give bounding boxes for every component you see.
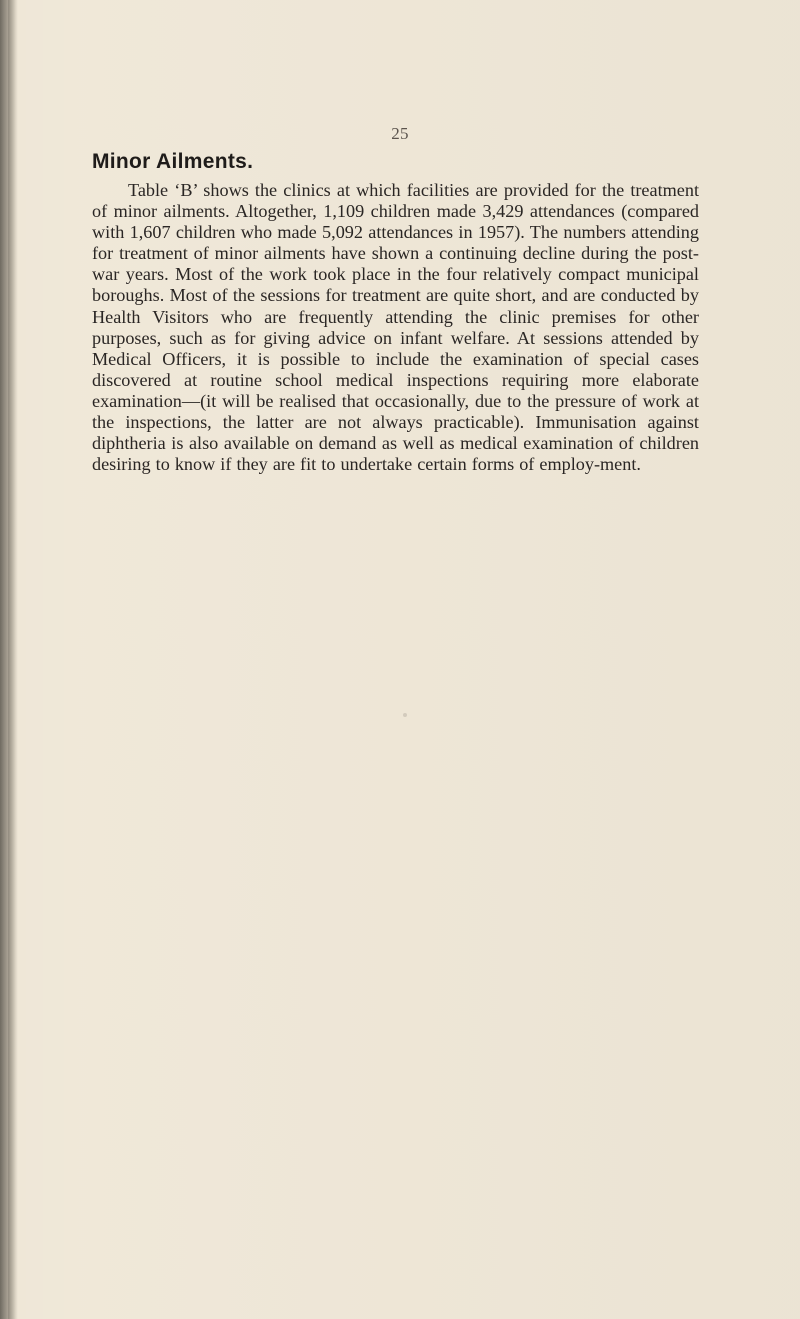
body-paragraph: Table ‘B’ shows the clinics at which facilities are provided for the treatment of minor ailments. Altogether, 1,109 children made 3,429 attendances (compared with 1,607 children who made 5,092 attendances in 1957). The numbers attending for treatment of minor ailments have shown a continuing decline during the post-war years. Most of the work took place in the four relatively compact municipal boroughs. Most of the sessions for treatment are quite short, and are conducted by Health Visitors who are frequently attending the clinic premises for other purposes, such as for giving advice on infant welfare. At sessions attended by Medical Officers, it is possible to include the examination of special cases discovered at routine school medical inspections requiring more elaborate examination—(it will be realised that occasionally, due to the pressure of work at the inspections, the latter are not always practicable). Immunisation against diphtheria is also available on demand as well as medical examination of children desiring to know if they are fit to undertake certain forms of employ-ment. <box>92 180 699 475</box>
paper-speck <box>403 713 407 717</box>
page-number: 25 <box>391 124 409 143</box>
section-title: Minor Ailments. <box>92 150 254 173</box>
page-gutter-shadow <box>8 0 16 1319</box>
